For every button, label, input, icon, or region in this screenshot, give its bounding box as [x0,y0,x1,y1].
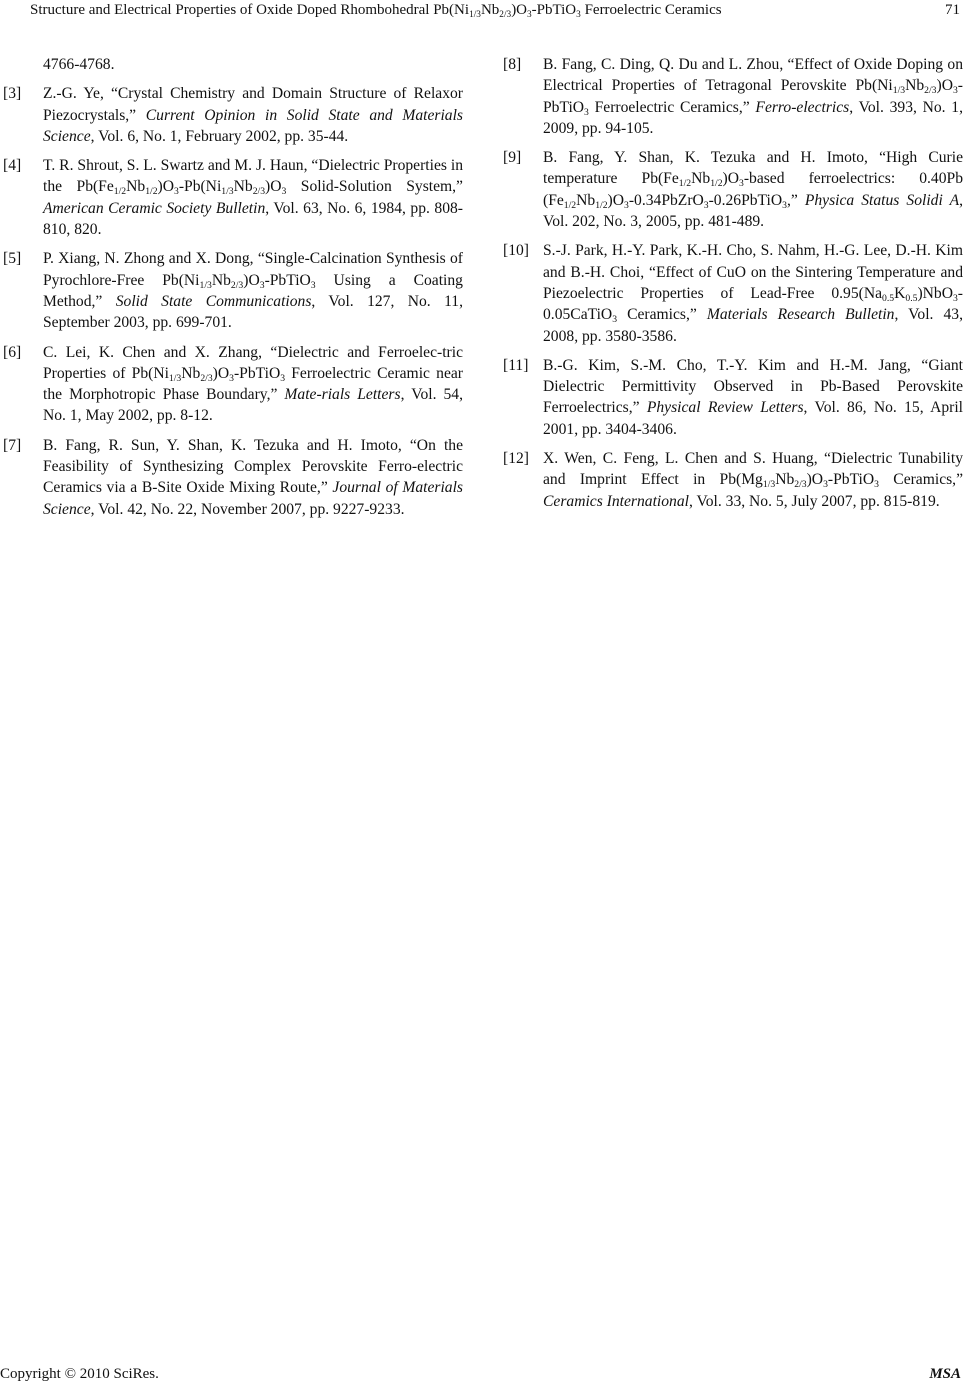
reference-item [3,248,463,333]
reference-text: C. Lei, K. Chen and X. Zhang, “Dielectric and Ferroelec-tric Properties of $Pb(Ni_{1/3}Nb_{2/3})O_3-PbTiO_3$ Ferroelectric Ceramic near the Morphotropic Phase Boundary,” Mate-rials Letters, Vol. 54, No. 1, May 2002, pp. 8-12. [43,343,463,425]
reference-item [503,240,963,346]
reference-number: [3] [3,85,22,103]
reference-text: Z.-G. Ye, “Crystal Chemistry and Domain Structure of Relaxor Piezocrystals,” Current Opinion in Solid State and Materials Science, Vol. 6, No. 1, February 2002, pp. 35-44. [43,85,463,145]
reference-text: T. R. Shrout, S. L. Swartz and M. J. Haun, “Dielectric Properties in the $Pb(Fe_{1/2}Nb_{1/2})O_3-Pb(Ni_{1/3}Nb_{2/3})O_3$ Solid-Solution System,” American Ceramic Society Bulletin, Vol. 63, No. 6, 1984, pp. 808-810, 820. [43,157,463,239]
running-title: Structure and Electrical Properties of Oxide Doped Rhombohedral $Pb(Ni_{1/3}Nb_{2/3})O_3-PbTiO_3$ Ferroelectric Ceramics [30,2,722,20]
reference-item [3,155,463,240]
page-number: 71 [945,2,960,18]
reference-text: X. Wen, C. Feng, L. Chen and S. Huang, “Dielectric Tunability and Imprint Effect in $Pb(Mg_{1/3}Nb_{2/3})O_3-PbTiO_3$ Ceramics,” Ceramics International, Vol. 33, No. 5, July 2007, pp. 815-819. [543,450,964,510]
reference-text: B. Fang, Y. Shan, K. Tezuka and H. Imoto, “High Curie temperature $Pb(Fe_{1/2}Nb_{1/2})O_3$-based ferroelectrics: 0.40Pb $(Fe_{1/2}Nb_{1/2})O_3-0.34PbZrO_3-0.26PbTiO_3$,” Physica Status Solidi A, Vol. 202, No. 3, 2005, pp. 481-489. [543,149,963,231]
reference-text: P. Xiang, N. Zhong and X. Dong, “Single-Calcination Synthesis of Pyrochlore-Free $Pb(Ni_{1/3}Nb_{2/3})O_3-PbTiO_3$ Using a Coating Method,” Solid State Communications, Vol. 127, No. 11, September 2003, pp. 699-701. [43,250,463,332]
copyright-notice: Copyright © 2010 SciRes. [0,1366,159,1382]
continued-reference-text: 4766-4768. [43,56,115,73]
running-header [30,0,962,22]
reference-text: S.-J. Park, H.-Y. Park, K.-H. Cho, S. Nahm, H.-G. Lee, D.-H. Kim and B.-H. Choi, “Effect of CuO on the Sintering Temperature and Piezoelectric Properties of Lead-Free $0.95(Na_{0.5}K_{0.5})NbO_3-0.05CaTiO_3$ Ceramics,” Materials Research Bulletin, Vol. 43, 2008, pp. 3580-3586. [543,242,963,345]
reference-number: [7] [3,436,22,454]
reference-text: B. Fang, C. Ding, Q. Du and L. Zhou, “Effect of Oxide Doping on Electrical Properties of Tetragonal Perovskite $Pb(Ni_{1/3}Nb_{2/3})O_3-PbTiO_3$ Ferroelectric Ceramics,” Ferro-electrics, Vol. 393, No. 1, 2009, pp. 94-105. [543,56,963,137]
page-footer [0,1364,963,1384]
reference-item [503,355,963,440]
right-column [503,54,963,520]
reference-number: [5] [3,250,22,268]
reference-item [503,448,963,512]
reference-number: [10] [503,242,529,260]
reference-number: [8] [503,56,522,73]
left-column [3,54,463,528]
reference-item [3,83,463,147]
reference-number: [6] [3,343,22,361]
journal-abbreviation: MSA [929,1366,961,1382]
reference-item [503,147,963,232]
reference-item [3,342,463,427]
reference-item [3,435,463,520]
reference-number: [4] [3,157,22,175]
reference-number: [12] [503,450,529,468]
reference-number: [11] [503,356,529,374]
reference-item [503,54,963,139]
reference-text: B.-G. Kim, S.-M. Cho, T.-Y. Kim and H.-M. Jang, “Giant Dielectric Permittivity Observed in Pb-Based Perovskite Ferroelectrics,” Physical Review Letters, Vol. 86, No. 15, April 2001, pp. 3404-3406. [543,356,963,438]
reference-number: [9] [503,149,522,167]
reference-text: B. Fang, R. Sun, Y. Shan, K. Tezuka and H. Imoto, “On the Feasibility of Synthesizing Complex Perovskite Ferro-electric Ceramics via a B-Site Oxide Mixing Route,” Journal of Materials Science, Vol. 42, No. 22, November 2007, pp. 9227-9233. [43,436,463,518]
